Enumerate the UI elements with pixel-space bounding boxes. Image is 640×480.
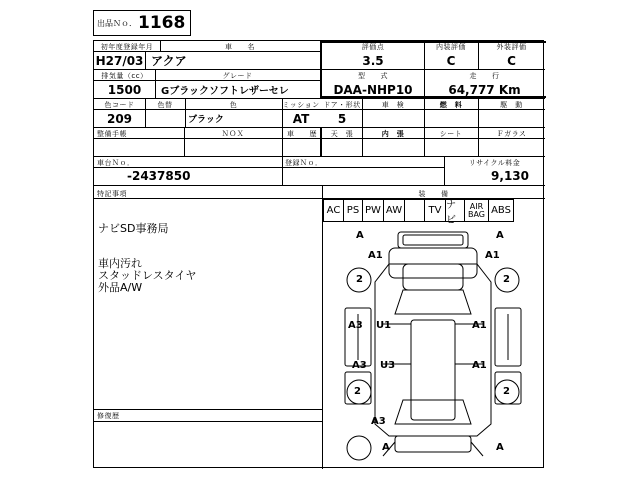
score-block-border bbox=[320, 41, 546, 98]
displacement-label: 排気量（cc） bbox=[101, 71, 148, 80]
mark-door-rear-left: A3 bbox=[352, 360, 367, 371]
mark-roof-rear: U3 bbox=[380, 360, 396, 371]
chassis-no-value: -2437850 bbox=[127, 169, 191, 183]
lot-number: 1168 bbox=[138, 13, 186, 33]
feature-ac: AC bbox=[323, 199, 344, 222]
mark-door-front-right: A1 bbox=[472, 320, 487, 331]
score-value: 3.5 bbox=[362, 53, 384, 68]
mission-label: ミッション bbox=[282, 100, 320, 109]
fuel-label: 燃 料 bbox=[439, 100, 463, 109]
feature-abs: ABS bbox=[488, 199, 514, 222]
recycle-fee-value: 9,130 bbox=[491, 169, 529, 183]
exterior-grade-value: C bbox=[507, 53, 516, 68]
mark-rear-panel: A3 bbox=[371, 416, 386, 427]
model-value: DAA-NHP10 bbox=[333, 82, 413, 97]
lot-label: 出品Ｎｏ． bbox=[97, 19, 137, 28]
feature-blank bbox=[404, 199, 425, 222]
color-change-label: 色替 bbox=[157, 100, 173, 109]
remark-line-2: 車内汚れ bbox=[98, 257, 142, 270]
seat-label: シート bbox=[439, 129, 463, 138]
exterior-grade-label: 外装評価 bbox=[496, 42, 527, 51]
remark-line-1: ナビSD事務局 bbox=[98, 222, 169, 235]
feature-navi: ナビ bbox=[445, 199, 465, 222]
model-label: 型 式 bbox=[358, 71, 388, 80]
remarks-label: 特記事項 bbox=[97, 189, 127, 198]
car-name-label: 車 名 bbox=[225, 42, 255, 51]
equipment-feature-row bbox=[323, 199, 513, 226]
feature-ps: PS bbox=[343, 199, 363, 222]
mark-rear-right: A bbox=[496, 442, 504, 453]
color-label: 色 bbox=[229, 100, 238, 109]
displacement-value: 1500 bbox=[107, 82, 142, 97]
history-label: 車 歴 bbox=[287, 129, 317, 138]
interior-grade-value: C bbox=[446, 53, 456, 68]
color-value: ブラック bbox=[188, 115, 224, 125]
car-name-value: アクア bbox=[151, 54, 187, 68]
chassis-no-label: 車台Ｎｏ． bbox=[97, 158, 135, 167]
mission-value: AT bbox=[292, 111, 310, 126]
inspection-label: 車 検 bbox=[381, 100, 405, 109]
grade-label: グレード bbox=[222, 71, 253, 80]
reg-date-label: 初年度登録年月 bbox=[100, 42, 154, 51]
door-type-label: ドア・形状 bbox=[323, 100, 361, 109]
feature-pw: PW bbox=[362, 199, 384, 222]
front-glass-label: Ｆガラス bbox=[496, 129, 527, 138]
mark-fender-front-left: A1 bbox=[368, 250, 383, 261]
drive-label: 駆 動 bbox=[500, 100, 523, 109]
feature-airbag: AIR BAG bbox=[464, 199, 489, 222]
score-label: 評価点 bbox=[361, 42, 385, 51]
remark-line-4: 外品A/W bbox=[98, 281, 143, 294]
reg-date-value: H27/03 bbox=[95, 53, 144, 68]
feature-tv: TV bbox=[424, 199, 446, 222]
equipment-label: 装 備 bbox=[418, 189, 449, 198]
mark-rear-left: A bbox=[382, 442, 390, 453]
remark-line-3: スタッドレスタイヤ bbox=[98, 269, 197, 282]
registration-no-label: 登録Ｎｏ． bbox=[285, 158, 323, 167]
grade-value: Gブラックソフトレザーセレ bbox=[161, 86, 289, 97]
mark-front-right: A bbox=[496, 230, 504, 241]
mark-roof: U1 bbox=[376, 320, 392, 331]
mileage-value: 64,777 Km bbox=[448, 82, 521, 97]
mark-door-rear-right: A1 bbox=[472, 360, 487, 371]
door-type-value: 5 bbox=[337, 111, 347, 126]
mark-front-left: A bbox=[356, 230, 364, 241]
sunroof-label: 天 張 bbox=[330, 129, 354, 138]
interior-trim-label: 内 張 bbox=[381, 129, 405, 138]
car-outline bbox=[323, 224, 544, 464]
mark-wheel-front-left: 2 bbox=[356, 274, 363, 285]
maintenance-book-label: 整備手帳 bbox=[97, 129, 127, 138]
mark-wheel-front-right: 2 bbox=[503, 274, 510, 285]
color-code-value: 209 bbox=[106, 111, 133, 126]
interior-grade-label: 内装評価 bbox=[436, 42, 466, 51]
mileage-label: 走 行 bbox=[469, 71, 500, 80]
repair-history-label: 修復歴 bbox=[97, 411, 120, 420]
color-code-label: 色コード bbox=[104, 100, 135, 109]
feature-aw: AW bbox=[383, 199, 405, 222]
recycle-fee-label: リサイクル料金 bbox=[468, 158, 521, 167]
mark-wheel-rear-right: 2 bbox=[503, 386, 510, 397]
car-damage-diagram bbox=[323, 224, 544, 464]
lot-number-box bbox=[93, 10, 191, 36]
mark-wheel-rear-left: 2 bbox=[354, 386, 361, 397]
mark-fender-front-right: A1 bbox=[485, 250, 500, 261]
nox-label: ＮＯＸ bbox=[221, 129, 245, 138]
mark-door-front-left: A3 bbox=[348, 320, 363, 331]
